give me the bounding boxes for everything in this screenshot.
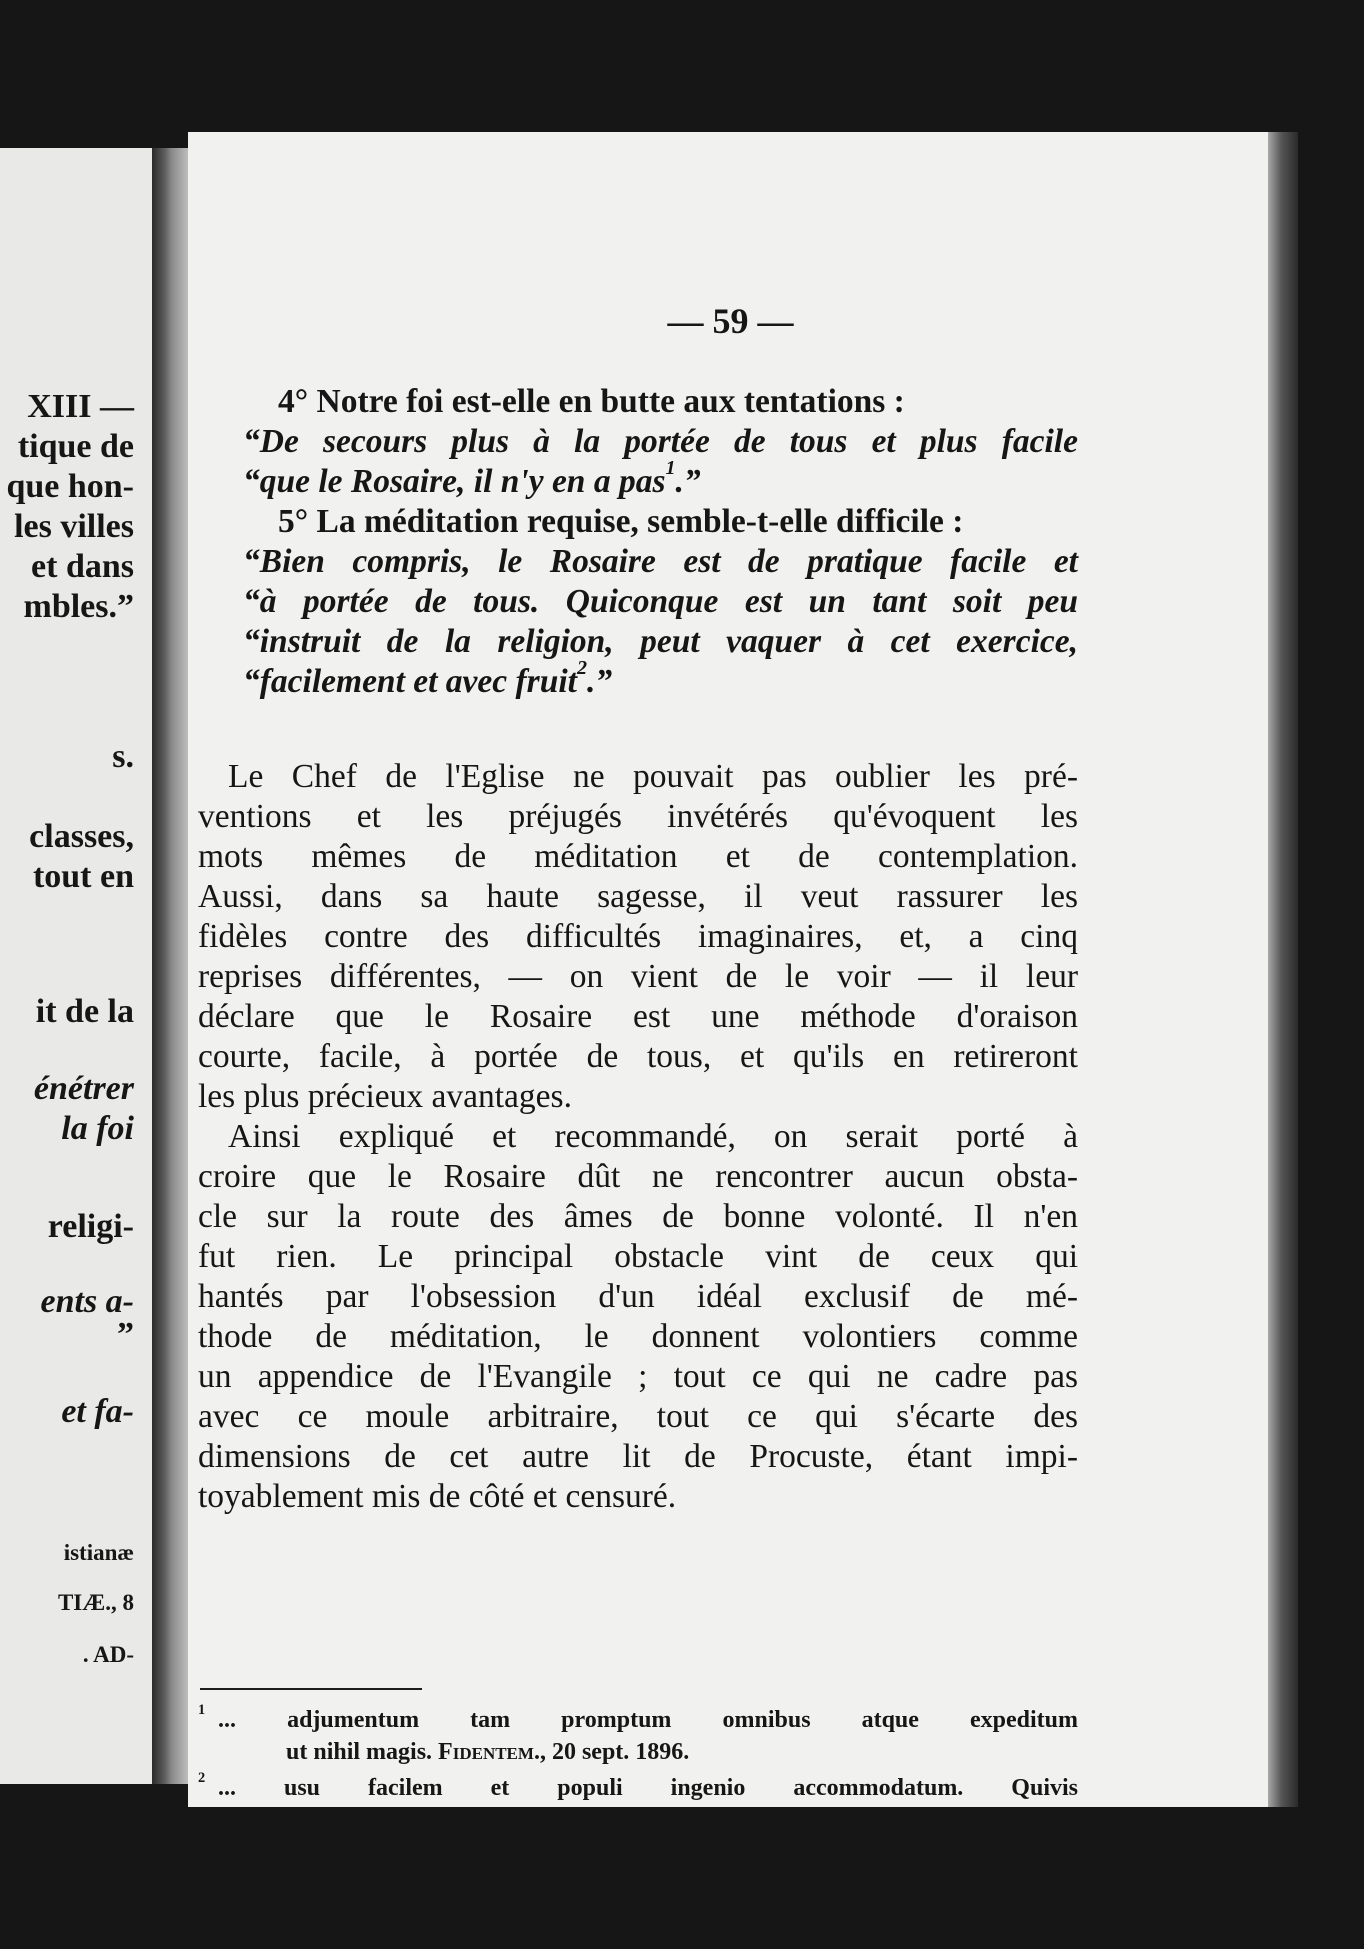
page-edge xyxy=(1268,132,1298,1807)
text-line: cle sur la route des âmes de bonne volonté. Il n'en xyxy=(198,1198,1078,1235)
text-line: croire que le Rosaire dût ne rencontrer aucun obsta- xyxy=(198,1158,1078,1195)
text-line: déclare que le Rosaire est une méthode d'oraison xyxy=(198,998,1078,1035)
left-text-line: que hon- xyxy=(6,468,134,505)
text-line: ventions et les préjugés invétérés qu'évoquent les xyxy=(198,798,1078,835)
text-line: thode de méditation, le donnent volontiers comme xyxy=(198,1318,1078,1355)
left-text-line: TIÆ., 8 xyxy=(57,1590,134,1615)
left-text-line: religi- xyxy=(47,1208,134,1245)
footnote-line: enim religione vel mediocriter instructus eo facilè uti xyxy=(286,1807,1078,1833)
text-line: Ainsi expliqué et recommandé, on serait porté à xyxy=(228,1118,1078,1155)
left-text-line: et dans xyxy=(31,548,134,585)
footnote-number: 2 xyxy=(198,1770,206,1786)
text-line: “instruit de la religion, peut vaquer à cet exercice, xyxy=(243,623,1078,660)
footnote-line: ... usu facilem et populi ingenio accommodatum. Quivis xyxy=(218,1775,1078,1801)
book-page xyxy=(188,132,1273,1865)
text-line: fut rien. Le principal obstacle vint de ceux qui xyxy=(198,1238,1078,1275)
text-line: “De secours plus à la portée de tous et plus facile xyxy=(243,423,1078,460)
text-line: 4° Notre foi est-elle en butte aux tentations : xyxy=(278,383,905,420)
footnote-line: ut nihil magis. Fidentem., 20 sept. 1896. xyxy=(286,1739,690,1765)
page-number: — 59 — xyxy=(667,301,794,341)
left-text-line: it de la xyxy=(35,993,134,1030)
left-text-line: énétrer xyxy=(33,1070,134,1107)
text-line: “que le Rosaire, il n'y en a pas$^1$.” xyxy=(243,457,701,500)
text-line: mots mêmes de méditation et de contemplation. xyxy=(198,838,1078,875)
text-line: “à portée de tous. Quiconque est un tant soit peu xyxy=(243,583,1078,620)
text-line: “facilement et avec fruit$^2$.” xyxy=(243,657,613,700)
footnote-line: ... adjumentum tam promptum omnibus atque expeditum xyxy=(218,1707,1078,1733)
text-line: fidèles contre des difficultés imaginaires, et, a cinq xyxy=(198,918,1078,955)
footnote-line: et cum fructu potest. Diuturni., 5 sept. 1898. xyxy=(286,1839,739,1865)
footnote-number: 1 xyxy=(198,1702,206,1718)
footnote-divider xyxy=(200,1688,422,1690)
left-text-line: mbles.” xyxy=(23,588,134,625)
left-text-line: ents a- xyxy=(40,1283,134,1320)
text-line: Aussi, dans sa haute sagesse, il veut rassurer les xyxy=(198,878,1078,915)
footnote-ref: 2 xyxy=(576,657,588,679)
left-text-line: tique de xyxy=(17,428,134,465)
text-line: reprises différentes, — on vient de le voir — il leur xyxy=(198,958,1078,995)
text-line: Le Chef de l'Eglise ne pouvait pas oublier les pré- xyxy=(228,758,1078,795)
text-line: avec ce moule arbitraire, tout ce qui s'écarte des xyxy=(198,1398,1078,1435)
book-gutter xyxy=(152,148,188,1784)
left-text-line: classes, xyxy=(29,818,134,855)
left-text-line: tout en xyxy=(32,858,134,895)
left-text-line: et fa- xyxy=(61,1393,134,1430)
text-line: “Bien compris, le Rosaire est de pratique facile et xyxy=(243,543,1078,580)
left-text-line: . AD- xyxy=(82,1642,134,1667)
left-text-line: XIII — xyxy=(27,388,134,425)
left-text-line: s. xyxy=(112,738,134,775)
text-line: les plus précieux avantages. xyxy=(198,1078,572,1115)
text-line: courte, facile, à portée de tous, et qu'ils en retireront xyxy=(198,1038,1078,1075)
footnote-ref: 1 xyxy=(665,457,676,479)
left-text-line: les villes xyxy=(14,508,134,545)
text-line: toyablement mis de côté et censuré. xyxy=(198,1478,677,1515)
text-line: 5° La méditation requise, semble-t-elle difficile : xyxy=(278,503,964,540)
left-text-line: istianæ xyxy=(63,1540,134,1565)
left-page xyxy=(0,148,160,1784)
text-line: un appendice de l'Evangile ; tout ce qui ne cadre pas xyxy=(198,1358,1078,1395)
left-text-line: ” xyxy=(117,1316,134,1353)
text-line: hantés par l'obsession d'un idéal exclusif de mé- xyxy=(198,1278,1078,1315)
text-line: dimensions de cet autre lit de Procuste, étant impi- xyxy=(198,1438,1078,1475)
left-text-line: la foi xyxy=(61,1110,134,1147)
